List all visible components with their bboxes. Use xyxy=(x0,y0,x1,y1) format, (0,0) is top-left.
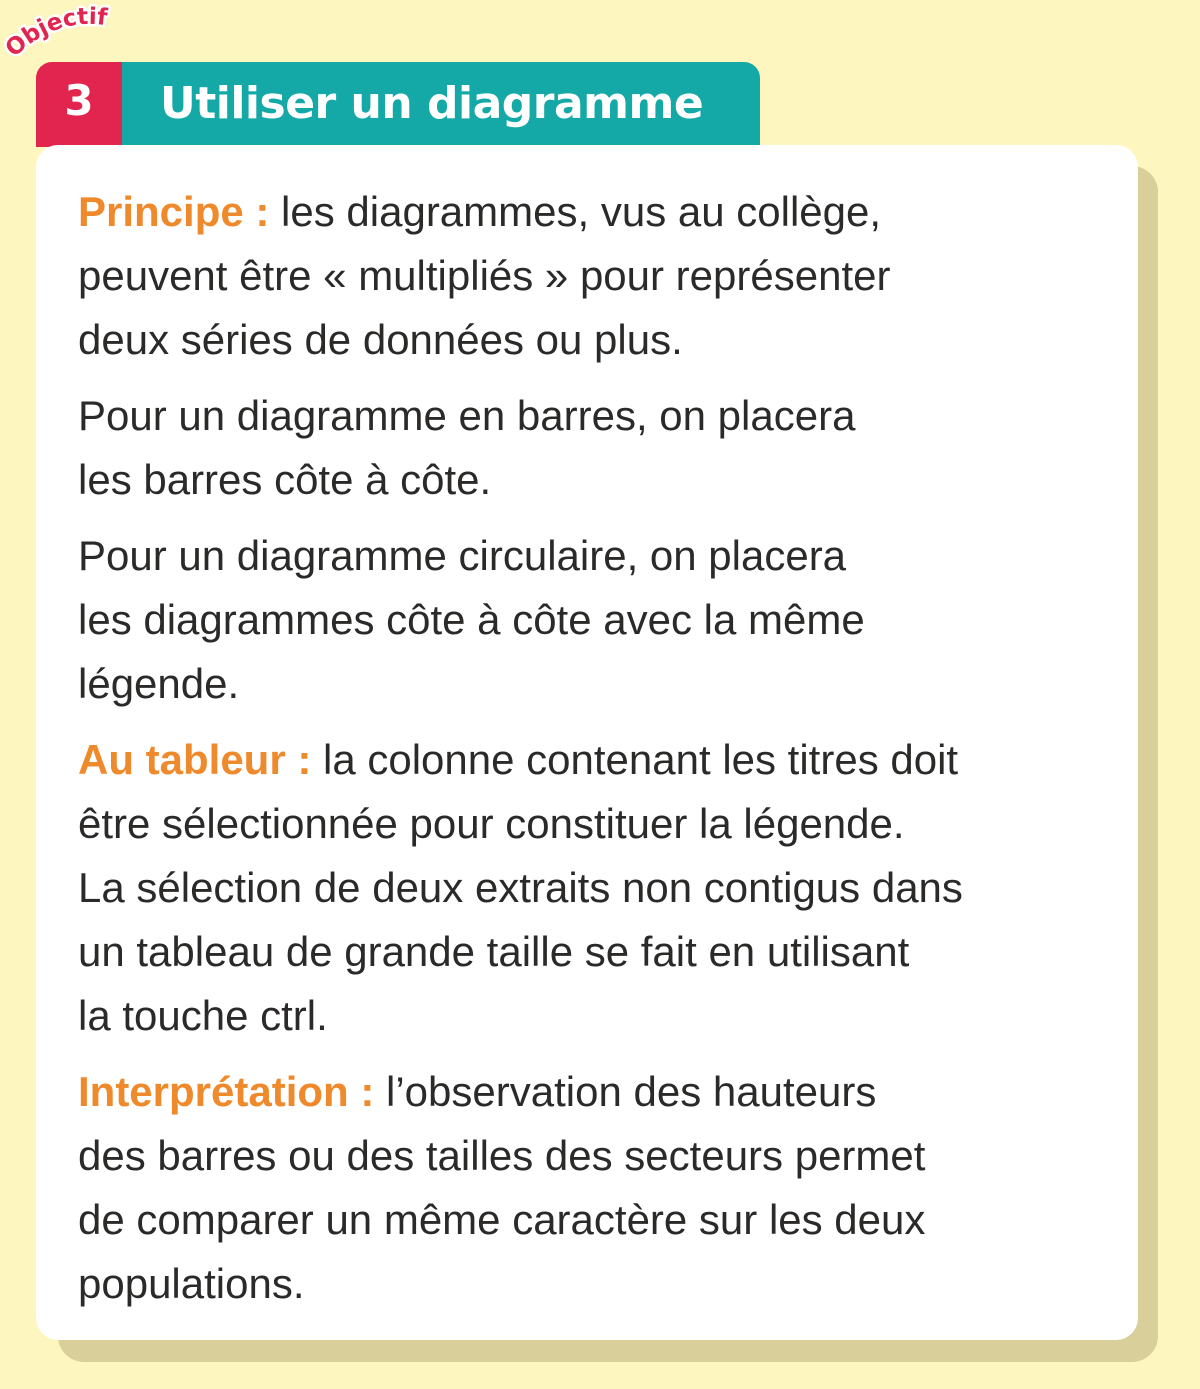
barres-text: Pour un diagramme en barres, on placera les barres côte à côte. xyxy=(78,392,856,503)
svg-text:Objectif xyxy=(1,4,110,62)
objectif-label-text: Objectif xyxy=(0,3,109,63)
circulaire-text: Pour un diagramme circulaire, on placera les diagrammes côte à côte avec la même légende. xyxy=(78,532,865,707)
tableur-keyword: Au tableur : xyxy=(78,736,312,783)
circulaire-paragraph xyxy=(78,524,1118,716)
interpretation-paragraph xyxy=(78,1060,1118,1316)
objective-number: 3 xyxy=(64,76,94,125)
barres-paragraph xyxy=(78,384,1118,512)
principe-keyword: Principe : xyxy=(78,188,270,235)
page-title: Utiliser un diagramme xyxy=(160,78,704,129)
principe-paragraph xyxy=(78,180,1118,372)
tableur-paragraph xyxy=(78,728,1118,1048)
principe-text: les diagrammes, vus au collège, peuvent être « multipliés » pour représenter deux séries de données ou plus. xyxy=(78,188,891,363)
objectif-label xyxy=(0,0,160,70)
tableur-text: la colonne contenant les titres doit être sélectionnée pour constituer la légende. La sélection de deux extraits non contigus dans un tableau de grande taille se fait en utilisant la touche ctrl. xyxy=(78,736,963,1039)
interpretation-text: l’observation des hauteurs des barres ou des tailles des secteurs permet de comparer un même caractère sur les deux populations. xyxy=(78,1068,926,1307)
interpretation-keyword: Interprétation : xyxy=(78,1068,375,1115)
objective-number-badge xyxy=(36,62,122,147)
content-body xyxy=(78,180,1118,1328)
